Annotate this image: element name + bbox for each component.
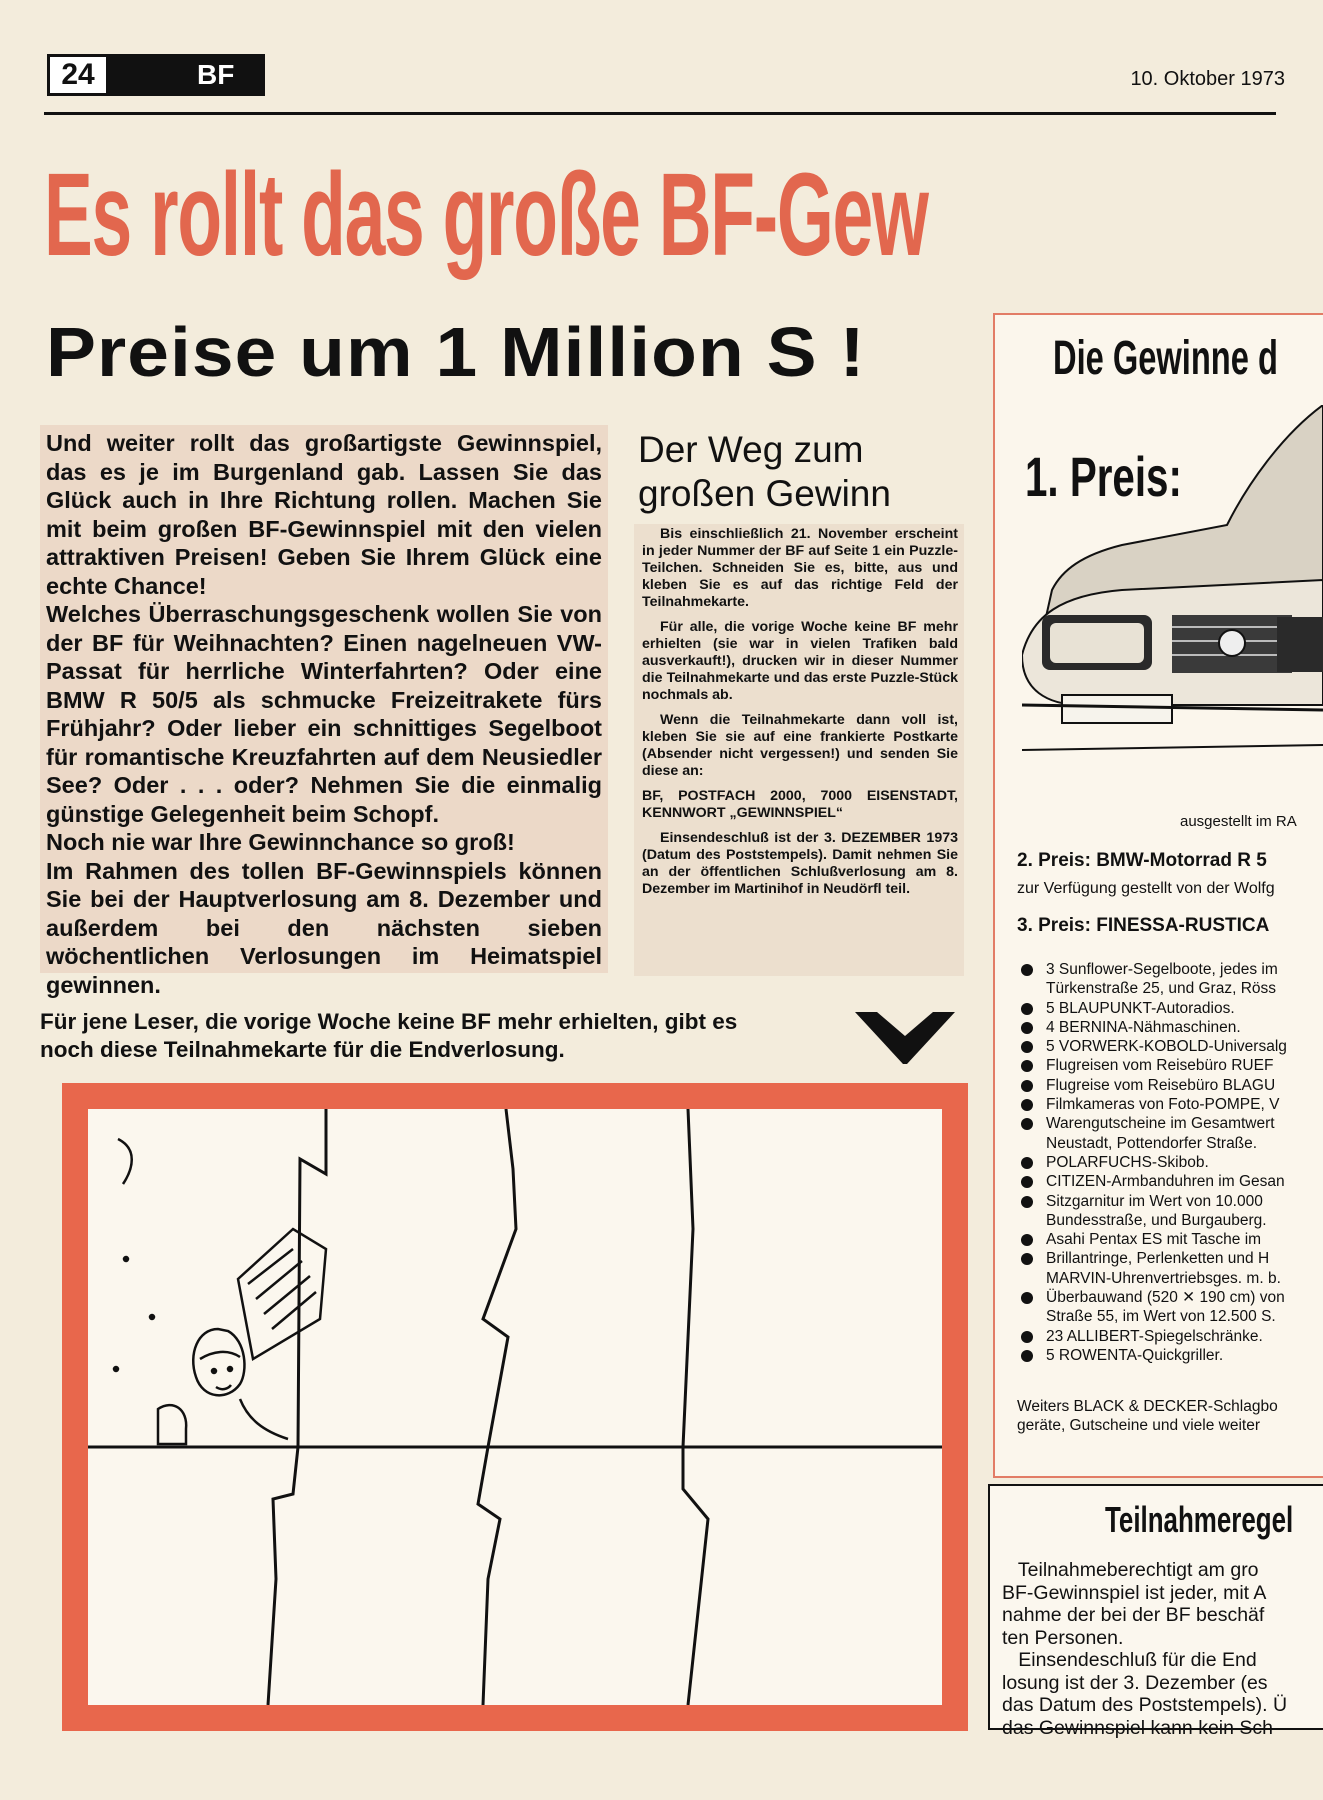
bullet-icon	[1021, 1118, 1033, 1130]
prize-list-text: Brillantringe, Perlenketten und H	[1046, 1250, 1270, 1268]
rules-line: nahme der bei der BF beschäf	[1002, 1604, 1265, 1626]
rules-line: das Gewinnspiel kann kein Sch	[1002, 1716, 1273, 1739]
prize-list-item	[1017, 1095, 1323, 1114]
prize-list-item	[1017, 979, 1323, 998]
puzzle-grid	[88, 1109, 942, 1705]
prize-list-item	[1017, 960, 1323, 979]
prize-list-item	[1017, 1269, 1323, 1288]
way-heading	[638, 428, 968, 516]
section-label: BF	[109, 54, 265, 96]
prize-list-text: Türkenstraße 25, und Graz, Röss	[1046, 980, 1277, 998]
entry-card	[62, 1083, 968, 1731]
bullet-icon	[1021, 1003, 1033, 1015]
rules-line: losung ist der 3. Dezember (es	[1002, 1671, 1268, 1694]
prize-list	[1017, 960, 1323, 1365]
headline: Es rollt das große BF-Gew	[44, 149, 928, 281]
reader-note	[40, 1008, 860, 1064]
prize-list-text: Sitzgarnitur im Wert von 10.000	[1046, 1192, 1263, 1210]
further-prizes-line: geräte, Gutscheine und viele weiter	[1017, 1417, 1260, 1434]
prize-list-item	[1017, 1076, 1323, 1095]
intro-paragraph: Welches Überraschungsgeschenk wollen Sie von der BF für Weihnachten? Einen nagelneuen VW-Passat für herrliche Winterfahrten? Oder eine BMW R 50/5 als schmucke Freizeitrakete fürs Frühjahr? Oder lieber ein schnittiges Segelboot für romantische Kreuzfahrten auf dem Neusiedler See? Oder . . . oder? Nehmen Sie die einmalig günstige Gelegenheit beim Schopf.	[46, 601, 602, 827]
first-prize-label: 1. Preis:	[1025, 445, 1182, 508]
prize-list-text: Neustadt, Pottendorfer Straße.	[1046, 1134, 1258, 1152]
prize-list-text: Warengutscheine im Gesamtwert	[1046, 1115, 1275, 1133]
prize-list-item	[1017, 1211, 1323, 1230]
prize-list-text: Überbauwand (520 ✕ 190 cm) von	[1046, 1289, 1285, 1307]
prize-list-item	[1017, 999, 1323, 1018]
further-prizes	[1017, 1397, 1323, 1435]
prize-list-item	[1017, 1230, 1323, 1249]
rules-line: Einsendeschluß für die End	[1002, 1649, 1257, 1671]
reader-note-line: Für jene Leser, die vorige Woche keine BF mehr erhielten, gibt es	[40, 1009, 738, 1034]
bullet-icon	[1021, 1099, 1033, 1111]
reader-note-line: noch diese Teilnahmekarte für die Endverlosung.	[40, 1037, 565, 1062]
further-prizes-line: Weiters BLACK & DECKER-Schlagbo	[1017, 1398, 1278, 1415]
way-address: BF, POSTFACH 2000, 7000 EISENSTADT, KENNWORT „GEWINNSPIEL“	[642, 788, 958, 821]
cartoon-puzzle-piece	[114, 1139, 326, 1444]
way-paragraph: Einsendeschluß ist der 3. DEZEMBER 1973 (Datum des Poststempels). Damit nehmen Sie an der öffentlichen Schlußverlosung am 8. Dezember im Martinihof in Neudörfl teil.	[642, 830, 958, 897]
prize-list-text: CITIZEN-Armbanduhren im Gesan	[1046, 1173, 1285, 1191]
prize-list-text: 3 Sunflower-Segelboote, jedes im	[1046, 961, 1278, 978]
bullet-icon	[1021, 1022, 1033, 1034]
third-prize: 3. Preis: FINESSA-RUSTICA	[1017, 915, 1270, 936]
prize-list-item	[1017, 1037, 1323, 1056]
prize-list-text: 23 ALLIBERT-Spiegelschränke.	[1046, 1327, 1263, 1345]
entry-card-field	[88, 1109, 942, 1705]
way-paragraph: Bis einschließlich 21. November erscheint in jeder Nummer der BF auf Seite 1 ein Puzzle-Teilchen. Schneiden Sie es, bitte, aus und kleben Sie es auf das richtige Feld der Teilnahmekarte.	[642, 526, 958, 610]
prize-list-text: MARVIN-Uhrenvertriebsges. m. b.	[1046, 1269, 1281, 1287]
prize-list-item	[1017, 1346, 1323, 1365]
rules-line: Teilnahmeberechtigt am gro	[1002, 1559, 1259, 1581]
page-number: 24	[47, 54, 109, 96]
prize-list-text: Asahi Pentax ES mit Tasche im	[1046, 1231, 1262, 1249]
issue-date: 10. Oktober 1973	[1130, 68, 1285, 90]
prize-list-item	[1017, 1172, 1323, 1191]
prize-list-item	[1017, 1192, 1323, 1211]
prize-list-item	[1017, 1114, 1323, 1133]
second-prize: 2. Preis: BMW-Motorrad R 5	[1017, 850, 1267, 871]
prize-list-text: 5 ROWENTA-Quickgriller.	[1046, 1346, 1224, 1364]
bullet-icon	[1021, 1253, 1033, 1265]
way-heading-line: Der Weg zum	[638, 429, 864, 470]
down-arrow-icon	[855, 1006, 955, 1066]
prize-list-text: POLARFUCHS-Skibob.	[1046, 1153, 1209, 1171]
bullet-icon	[1021, 964, 1033, 976]
prize-list-item	[1017, 1018, 1323, 1037]
intro-paragraph: Und weiter rollt das großartigste Gewinnspiel, das es je im Burgenland gab. Lassen Sie das Glück auch in Ihre Richtung rollen. Machen Sie mit beim großen BF-Gewinnspiel mit den vielen attraktiven Preisen! Geben Sie Ihrem Glück eine echte Chance!	[46, 430, 602, 599]
way-paragraph: Wenn die Teilnahmekarte dann voll ist, kleben Sie sie auf eine frankierte Postkarte (Absender nicht vergessen!) und senden Sie diese an:	[642, 712, 958, 779]
header-rule	[44, 112, 1276, 115]
intro-paragraph: Im Rahmen des tollen BF-Gewinnspiels können Sie bei der Hauptverlosung am 8. Dezember und außerdem bei den nächsten sieben wöchentlichen Verlosungen im Heimatspiel gewinnen.	[46, 857, 602, 998]
bullet-icon	[1021, 1196, 1033, 1208]
way-heading-line: großen Gewinn	[638, 473, 891, 514]
prize-list-item	[1017, 1249, 1323, 1268]
bullet-icon	[1021, 1060, 1033, 1072]
rules-text	[1002, 1559, 1323, 1739]
prize-list-item	[1017, 1288, 1323, 1307]
rules-line: BF-Gewinnspiel ist jeder, mit A	[1002, 1581, 1267, 1604]
way-paragraph: Für alle, die vorige Woche keine BF mehr erhielten (sie war in vielen Trafiken bald ausverkauft!), drucken wir in dieser Nummer die Teilnahmekarte und das erste Puzzle-Stück nochmals ab.	[642, 619, 958, 703]
first-prize-note: ausgestellt im RA	[1180, 813, 1297, 830]
second-prize-note: zur Verfügung gestellt von der Wolfg	[1017, 880, 1275, 897]
prize-list-text: Filmkameras von Foto-POMPE, V	[1046, 1096, 1280, 1114]
intro-article	[40, 425, 608, 998]
prize-list-item	[1017, 1134, 1323, 1153]
prize-list-text: 4 BERNINA-Nähmaschinen.	[1046, 1018, 1241, 1036]
prize-list-text: Flugreise vom Reisebüro BLAGU	[1046, 1076, 1276, 1094]
prize-list-item	[1017, 1153, 1323, 1172]
way-article	[634, 524, 964, 976]
rules-line: das Datum des Poststempels). Ü	[1002, 1694, 1288, 1716]
rules-heading: Teilnahmeregel	[1105, 1499, 1294, 1540]
prize-list-text: Bundesstraße, und Burgauberg.	[1046, 1211, 1267, 1229]
prizes-heading: Die Gewinne d	[1053, 332, 1278, 385]
prize-list-item	[1017, 1056, 1323, 1075]
bullet-icon	[1021, 1234, 1033, 1246]
bullet-icon	[1021, 1080, 1033, 1092]
bullet-icon	[1021, 1041, 1033, 1053]
bullet-icon	[1021, 1331, 1033, 1343]
intro-paragraph: Noch nie war Ihre Gewinnchance so groß!	[46, 829, 515, 855]
bullet-icon	[1021, 1292, 1033, 1304]
rules-line: ten Personen.	[1002, 1626, 1124, 1649]
prize-list-text: Straße 55, im Wert von 12.500 S.	[1046, 1308, 1276, 1326]
bullet-icon	[1021, 1176, 1033, 1188]
subhead: Preise um 1 Million S !	[46, 313, 866, 391]
prize-list-text: 5 BLAUPUNKT-Autoradios.	[1046, 999, 1235, 1017]
prize-list-text: Flugreisen vom Reisebüro RUEF	[1046, 1057, 1274, 1075]
bullet-icon	[1021, 1157, 1033, 1169]
prize-list-text: 5 VORWERK-KOBOLD-Universalg	[1046, 1038, 1287, 1056]
prize-list-item	[1017, 1327, 1323, 1346]
prize-list-item	[1017, 1307, 1323, 1326]
bullet-icon	[1021, 1350, 1033, 1362]
